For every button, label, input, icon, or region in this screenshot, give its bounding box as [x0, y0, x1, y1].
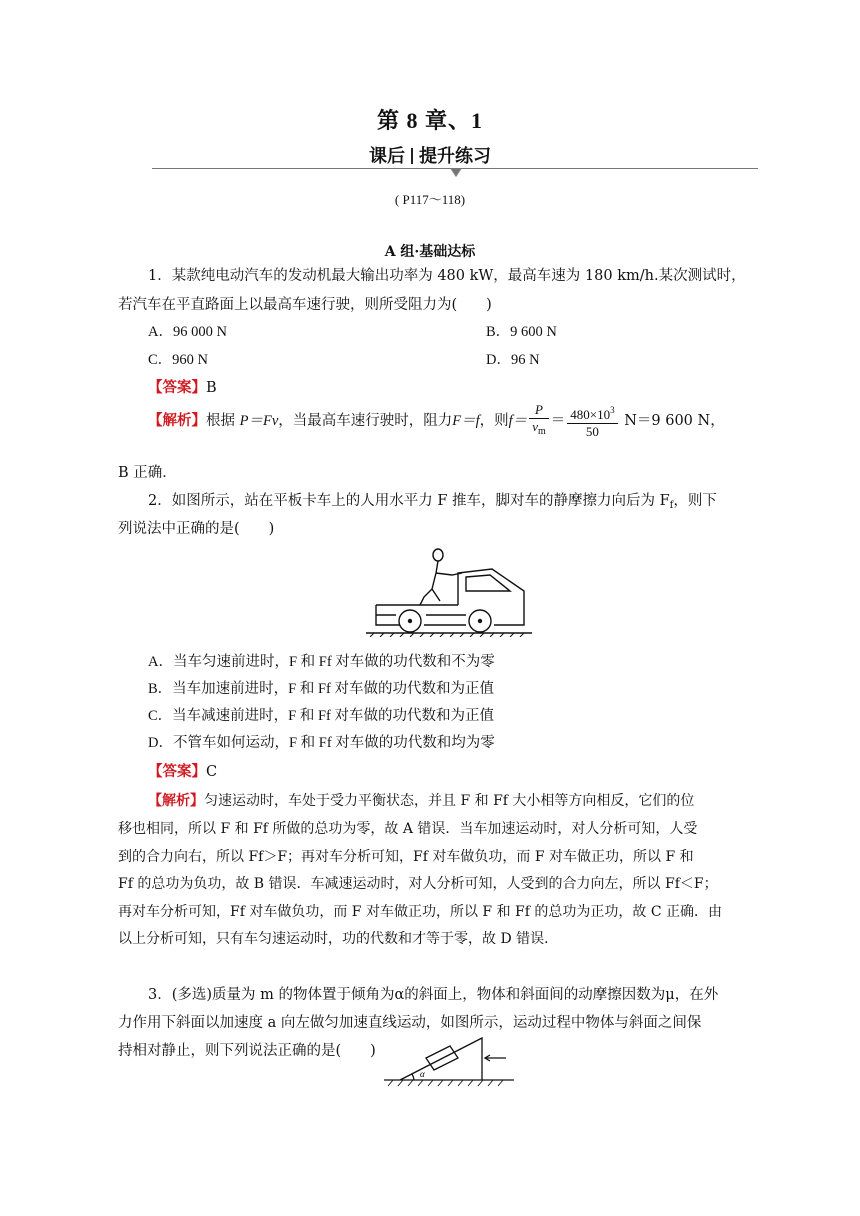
rear-axle	[408, 619, 412, 623]
q2-option-d: D．不管车如何运动，F 和 Ff 对车做的功代数和均为零	[148, 735, 495, 751]
q1-analysis-line2: B 正确．	[118, 465, 177, 481]
angle-arc	[412, 1074, 414, 1080]
q2-stem-line2: 列说法中正确的是( )	[118, 521, 275, 537]
incline-ground-hatch	[388, 1080, 503, 1086]
q1-answer	[148, 376, 217, 397]
q1-analysis-end: N＝9 600 N，	[619, 413, 725, 429]
group-title: A 组·基础达标	[384, 244, 476, 260]
q1-stem-line1: 1．某款纯电动汽车的发动机最大输出功率为 480 kW，最高车速为 180 km/h.某次测试时，	[148, 268, 746, 284]
q1-fraction-value	[567, 402, 617, 440]
q2-stem-end: ，则下	[673, 493, 717, 509]
q2-answer	[148, 760, 217, 781]
q1-option-a: A．96 000 N	[148, 324, 227, 340]
q1-analysis-text-a: 根据	[206, 413, 235, 429]
frac1-denominator-sub: m	[537, 426, 546, 437]
q1-analysis-text-b: ，当最高车速行驶时，阻力	[278, 413, 453, 429]
front-axle	[478, 619, 482, 623]
section-subtitle	[0, 142, 860, 168]
answer-tag: 【答案】	[148, 379, 206, 396]
header-triangle-marker	[450, 168, 462, 177]
q2-analysis-line-1: 匀速运动时，车处于受力平衡状态，并且 F 和 Ff 大小相等方向相反，它们的位	[204, 793, 695, 809]
q2-stem-sub: f	[669, 500, 674, 511]
q2-analysis-line-2: 移也相同，所以 F 和 Ff 所做的总功为零，故 A 错误．当车加速运动时，对人分析可知，人受	[118, 821, 698, 837]
q2-option-c: C．当车减速前进时，F 和 Ff 对车做的功代数和为正值	[148, 708, 495, 724]
q2-analysis-line-6: 以上分析可知，只有车匀速运动时，功的代数和才等于零，故 D 错误．	[118, 931, 559, 947]
answer-tag: 【答案】	[148, 763, 206, 780]
q3-stem-line3: 持相对静止，则下列说法正确的是( )	[118, 1043, 376, 1059]
analysis-tag: 【解析】	[148, 412, 206, 429]
incline-wedge	[400, 1038, 482, 1080]
q1-answer-value: B	[206, 380, 217, 396]
q1-analysis: 【解析】根据 P＝Fv，当最高车速行驶时，阻力F＝f，则f＝ $\frac{P}{v_m}$ ＝ $\frac{480\times 10^3}{50}$ N＝9 600 N，	[148, 402, 725, 439]
q2-analysis-line-5: 再对车分析可知，Ff 对车做负功，而 F 对车做正功，所以 F 和 Ff 的总功为正功，故 C 正确．由	[118, 904, 722, 920]
page-range: ( P117～118)	[394, 192, 466, 207]
q2-answer-value: C	[206, 764, 218, 780]
person-head	[433, 549, 443, 561]
q1-formula-f: f＝	[508, 413, 528, 429]
q2-option-b: B．当车加速前进时，F 和 Ff 对车做的功代数和为正值	[148, 681, 495, 697]
q1-analysis-text-c: ，则	[479, 413, 509, 429]
truck-figure	[366, 545, 532, 637]
q1-formula-pfv: P＝Fv	[239, 413, 279, 429]
q1-formula-ff: F＝f	[452, 413, 480, 429]
subtitle-divider	[411, 148, 413, 164]
analysis-tag: 【解析】	[148, 793, 204, 809]
q3-stem-line1: 3．(多选)质量为 m 的物体置于倾角为α的斜面上，物体和斜面间的动摩擦因数为μ，在外	[148, 987, 719, 1003]
frac2-numerator: 480×10	[570, 407, 611, 422]
q3-stem-line2: 力作用下斜面以加速度 a 向左做匀加速直线运动，如图所示，运动过程中物体与斜面之间保	[118, 1015, 702, 1031]
q2-option-a: A．当车匀速前进时，F 和 Ff 对车做的功代数和不为零	[148, 654, 495, 670]
q2-analysis-first	[148, 787, 760, 815]
q1-stem-line2: 若汽车在平直路面上以最高车速行驶，则所受阻力为( )	[118, 297, 492, 313]
q2-stem-text: 2．如图所示，站在平板卡车上的人用水平力 F 推车，脚对车的静摩擦力向后为 F	[148, 493, 670, 509]
subtitle-left: 课后	[369, 146, 405, 167]
frac2-denominator: 50	[585, 424, 599, 439]
q2-analysis-line-3: 到的合力向右，所以 Ff＞F；再对车分析可知，Ff 对车做负功，而 F 对车做正功，所以 F 和	[118, 849, 694, 865]
subtitle-right: 提升练习	[419, 146, 491, 167]
q2-analysis-line-4: Ff 的总功为负功，故 B 错误．车减速运动时，对人分析可知，人受到的合力向左，所以 Ff＜F；	[118, 876, 718, 892]
q1-option-d: D．96 N	[486, 352, 540, 368]
frac1-denominator: v	[532, 419, 538, 434]
frac1-numerator: P	[529, 402, 549, 419]
chapter-title: 第 8 章、1	[376, 108, 483, 133]
angle-label: α	[420, 1069, 425, 1079]
q1-option-b: B．9 600 N	[486, 324, 557, 340]
q1-option-c: C．960 N	[148, 352, 209, 368]
person-body	[420, 561, 462, 605]
frac2-numerator-sup: 3	[610, 405, 615, 415]
q1-fraction-p-over-vm	[529, 402, 549, 440]
incline-figure	[384, 1030, 514, 1088]
